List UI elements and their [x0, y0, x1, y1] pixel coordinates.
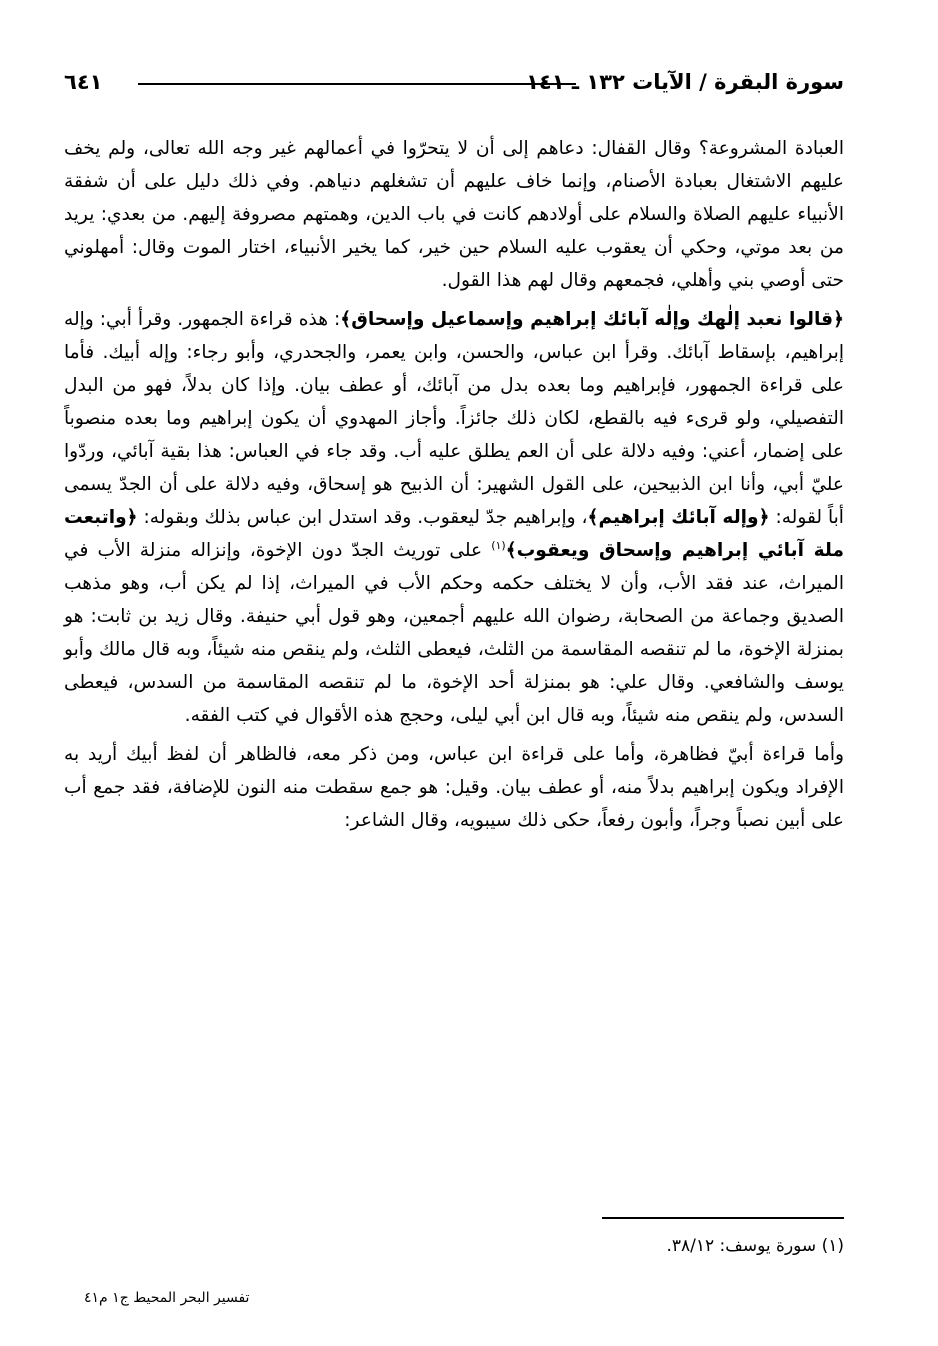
running-title: سورة البقرة / الآيات ١٣٢ ـ ١٤١	[526, 70, 844, 94]
page-number: ٦٤١	[64, 70, 103, 94]
paragraph-2	[64, 303, 844, 732]
footnote-rule	[602, 1217, 844, 1219]
body-text	[64, 132, 844, 837]
verse-quote: ﴿قالوا نعبد إلٰهك وإلٰه آبائك إبراهيم وإسماعيل وإسحاق﴾	[340, 309, 845, 330]
paragraph-3: وأما قراءة أبيّ فظاهرة، وأما على قراءة ابن عباس، ومن ذكر معه، فالظاهر أن لفظ أبيك أريد به الإفراد ويكون إبراهيم بدلاً منه، أو عطف بيان. وقيل: هو جمع سقطت منه النون للإضافة، فقد جمع أب على أبين نصباً وجراً، وأبون رفعاً، حكى ذلك سيبويه، وقال الشاعر:	[64, 744, 844, 831]
footnote-marker: (١)	[491, 538, 506, 552]
paragraph-1: العبادة المشروعة؟ وقال القفال: دعاهم إلى أن لا يتحرّوا في أعمالهم غير وجه الله تعالى، ولم يخف عليهم الاشتغال بعبادة الأصنام، وإنما خاف عليهم أن تشغلهم دنياهم. وفي ذلك دليل على أن شفقة الأنبياء عليهم الصلاة والسلام على أولادهم كانت في باب الدين، وهمتهم مصروفة إليهم. من بعدي: يريد من بعد موتي، وحكي أن يعقوب عليه السلام حين خير، كما يخير الأنبياء، اختار الموت وقال: أمهلوني حتى أوصي بني وأهلي، فجمعهم وقال لهم هذا القول.	[64, 138, 844, 291]
verse-quote-3: ﴿واتبعت ملة آبائي إبراهيم وإسحاق ويعقوب﴾	[64, 507, 844, 561]
paragraph-2-text-b: ، وإبراهيم جدّ ليعقوب. وقد استدل ابن عباس بذلك وبقوله:	[143, 507, 588, 528]
paragraph-2-text-a: : هذه قراءة الجمهور. وقرأ أبي: وإله إبراهيم، بإسقاط آبائك. وقرأ ابن عباس، والحسن، وابن يعمر، والجحدري، وأبو رجاء: وإله أبيك. فأما على قراءة الجمهور، فإبراهيم وما بعده بدل من آبائك، أو عطف بيان. وإذا كان بدلاً، فهو من البدل التفصيلي، ولو قرىء فيه بالقطع، لكان ذلك جائزاً. وأجاز المهدوي أن يكون إبراهيم وما بعده منصوباً على إضمار، أعني: وفيه دلالة على أن العم يطلق عليه أب. وقد جاء في العباس: هذا بقية آبائي، وردّوا عليّ أبي، وأنا ابن الذبيحين، على القول الشهير: أن الذبيح هو إسحاق، وفيه دلالة على أن الجدّ يسمى أباً لقوله:	[64, 309, 844, 528]
paragraph-2-text-c: على توريث الجدّ دون الإخوة، وإنزاله منزلة الأب في الميراث، عند فقد الأب، وأن لا يختلف حكمه وحكم الأب في الميراث، إذا لم يكن أب، وهو مذهب الصديق وجماعة من الصحابة، رضوان الله عليهم أجمعين، وهو قول أبي حنيفة. وقال زيد بن ثابت: هو بمنزلة الإخوة، ما لم تنقصه المقاسمة من الثلث، فيعطى الثلث، ولم ينقص منه شيئاً، وبه قال مالك وأبو يوسف والشافعي. وقال علي: هو بمنزلة أحد الإخوة، ما لم تنقصه المقاسمة من السدس، فيعطى السدس، ولم ينقص منه شيئاً، وبه قال ابن أبي ليلى، وحجج هذه الأقوال في كتب الفقه.	[64, 540, 844, 726]
verse-quote-2: ﴿وإله آبائك إبراهيم﴾	[587, 507, 770, 528]
signature-line: تفسير البحر المحيط ج١ م٤١	[84, 1290, 250, 1306]
header-rule	[138, 83, 576, 85]
page-header	[64, 62, 844, 102]
footnote: (١) سورة يوسف: ٣٨/١٢.	[666, 1236, 844, 1256]
